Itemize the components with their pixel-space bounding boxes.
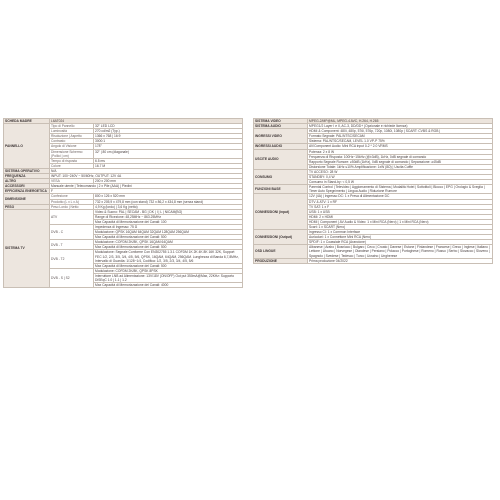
spec-value: Ingresso CI: 1 x Common Interface [308,230,493,235]
spec-value: Frequenza di Risposta: 100Hz~15kHz (@±3dB), 1kHz, 0dB segnale di comando [308,154,493,159]
spec-value: TV SAT: 1 x F [308,204,493,209]
spec-value: Parental Control | Televideo | Aggiornamento di Sistema | Modalità Hotel | Sottotitoli | Blocco | EPG | Orologio & Sveglia | Timer Auto Spegnimento | Lingua Audio | Riduzione Rumore [308,185,493,194]
spec-value: 32" LED LCD [94,124,243,129]
section-label: PRODUZIONE [254,258,308,263]
spec-value: Manuale utente | Telecomando | 2 x Pile (AAA) | Piedini [50,184,243,189]
spec-value: Interruttore LNB ad Alimentazione: 13V/18V (ON/OFF) Out put 350mA@Max, 22KHz: Supporto DiSEqC 1.0 | 1.1 | 1.2 [94,273,243,282]
subsection-label: ATV [50,209,94,224]
spec-label: Confezione [50,194,94,199]
spec-label: Tempo di risposta [50,158,94,163]
spec-value: HDMI | Component | AV Audio & Video: 1 x Mini RCA (Nero) | 1 x Mini RCA (Nero) [308,219,493,224]
spec-label: Tipo di Pannello [50,124,94,129]
spec-value: Max Capacità di Memorizzazione dei Canali: 500 [94,235,243,240]
spec-value: Modulazione: QPSK 16QAM 64QAM 32QAM 128QAM 256QAM [94,230,243,235]
section-label: SCHEDA MADRE [4,119,50,124]
section-label: INGRESSI VIDEO [254,129,308,144]
spec-value: Range di Ricezione: 48,25MHz ~ 863.25MHz [94,214,243,219]
section-label: CONNESSIONI (Output) [254,230,308,245]
spec-label: Contrasto [50,139,94,144]
spec-value: 1366 x 768 | 16:9 [94,134,243,139]
subsection-label: DVB - T2 [50,250,94,268]
spec-value: 6.5 ms [94,158,243,163]
spec-value: 270 cd/m2 (Typ.) [94,129,243,134]
spec-value: Max Capacità di Memorizzazione dei Canali: 500 [94,245,243,250]
spec-value: Max Capacità di Memorizzazione dei Canali: 4000 [94,283,243,288]
spec-value: SPDIF: 1 x Coassiale RCA (Arancione) [308,240,493,245]
spec-value: MPEG1/2 Layer I e II, AC-3, DD/DD+ (Opzionale e richiede licenza) [308,124,493,129]
subsection-label: DVB - T [50,240,94,250]
spec-value: Formato Segnale: PAL/NTSC/SECAM [308,134,493,139]
spec-value: STANDBY: 0,4 W [308,175,493,180]
spec-value: MPEG-2/MP@ML, MPEG-4 AVC, H.264, H.265 [308,119,493,124]
spec-value: 178° [94,144,243,149]
spec-label: VESA [50,179,94,184]
spec-value: N/A [50,168,243,173]
spec-value: F [50,189,243,194]
section-label: ALTRO [4,179,50,184]
spec-label: Risoluzione | Aspetto [50,134,94,139]
spec-value: 732 x 205,9 x 479,8 mm (con stand) 732 x 86,2 x 434,8 mm (senza stand) [94,199,243,204]
section-label: USCITE AUDIO [254,149,308,169]
section-label: SISTEMA AUDIO [254,124,308,129]
spec-value: L6AT024 [50,119,243,124]
spec-value: Max Capacità di Memorizzazione dei Canali: 500 [94,263,243,268]
spec-row [254,258,493,263]
spec-value: Consumo in Stand-by: < 0,5 W [308,180,493,185]
spec-value: Distorsione Totale: 1kHz ≤10% Amplificazione: 1xW (8Ω) | Uscita Cuffie [308,164,493,169]
subsection-label: DVB - C [50,224,94,239]
spec-value: HDMI & Component: 480i, 480p, 576i, 576p, 720p, 1080i, 1080p | SCART: CVBS & RGB | [308,129,493,134]
spec-label: Prodotto (L x L x A) [50,199,94,204]
spec-value: 16.7 M [94,163,243,168]
spec-value: TV ACCESO: 28 W [308,169,493,174]
section-label: FUNZIONI BASE [254,185,308,194]
spec-label: Angolo di Visione [50,144,94,149]
spec-label: Colore [50,163,94,168]
spec-value: Sistema: PAL/NTSC/SECAM, LEVEL 1.0 VP-P 75% [308,139,493,144]
section-label: EFFICIENZA ENERGETICA [4,189,50,194]
subsection-label: DVB - S | S2 [50,268,94,287]
spec-value: AV/Component Audio: Mini RCA input 0-2 * 2.0 VRMS [308,144,493,149]
section-label: DIMENSIONE [4,194,50,204]
spec-value: Potenza: 2 x 8 W [308,149,493,154]
spec-value: Impedenza di Ingresso: 75 Ω [94,224,243,229]
spec-label: Dimensione Schermo (Pollici | cm) [50,149,94,158]
section-label: OSD LINGUE [254,245,308,258]
section-label: PANNELLO [4,124,50,169]
spec-value: Max Capacità di Memorizzazione dei Canali: 100 [94,219,243,224]
spec-value: Rapporto Segnale Rumore: ≥50dB (1kHz), 0dB segnale di comando | Separazione: ≥45dB [308,159,493,164]
spec-value: HDMI: 2 x HDMI [308,214,493,219]
spec-value: 200 x 200 mm [94,179,243,184]
section-label: FREQUENZA [4,174,50,179]
section-label: PESO [4,204,50,209]
section-label: INGRESSI AUDIO [254,144,308,149]
spec-row [254,185,493,194]
section-label: ACCESSORI [4,184,50,189]
spec-value: Prima produzione 04/2022 [308,258,493,263]
spec-value: 12V (4A) | Ingresso DC: 1 x Presa di Alimentazione DC [308,194,493,199]
spec-label: Luminosità [50,129,94,134]
spec-value: Scart: 1 x SCART (Nero) [308,224,493,229]
spec-value: DTV & ATV: 1 x RF [308,199,493,204]
spec-value: Modulazione: COFDM 2K/8K, QPSK 16QAM 64QAM [94,240,243,245]
spec-value: 3000:1 [94,139,243,144]
section-label: SISTEMA TV [4,209,50,288]
section-label: SISTEMA VIDEO [254,119,308,124]
spec-value: Video & Suono: PAL | SECAM - BG | DK | I | L | NICAM(BG) [94,209,243,214]
spec-value: 800 x 126 x 520 mm [94,194,243,199]
section-label: SISTEMA OPERATIVO [4,168,50,173]
spec-row [254,245,493,258]
section-label: CONNESSIONI (input) [254,194,308,230]
spec-value: USB: 1 x USB [308,209,493,214]
spec-value: Auricolari: 1 x Connettore Mini RCA (Nero) [308,235,493,240]
spec-value: Modulazione: COFDM 2K/8K, QPSK 8PSK [94,268,243,273]
spec-table-right [253,118,493,264]
section-label: CONSUMO [254,169,308,184]
spec-table-left [3,118,243,288]
spec-value: INPUT: 100~240V ~ 50/60Hz, OUTPUT: 12V 4A [50,174,243,179]
spec-value: 4,9 Kg (lordo) | 3,6 Kg (netto) [94,204,243,209]
spec-value: 32" | 80 cm (diagonale) [94,149,243,158]
spec-value: Albanese | Arabo | Bosniaco | Bulgaro | Ceco | Croato | Danese | Estone | Finlandese | Francese | Greco | Inglese | Italiano | Lettone | Lituano | Norvegese | Olandese | Persiano | Polacco | Portoghese | Romeno | Russo | Serbo | Slovacco | Sloveno | Spagnolo | Svedese | Tedesco | Turco | Ucraino | Ungherese [308,245,493,258]
spec-label: Peso Lordo | Netto [50,204,94,209]
spec-value: Modulazione: Segnale Conforme Con EN302755 1.3.1 COFDM 1K 2K 4K 8K 16K 32K, Support FEC 1/2, 2/3, 3/5, 3/4, 4/5, 5/6, QPSK, 16QAM, 64QAM, 256QAM. Lunghezza di Banda 6,7,8MHz, Intervallo di Guardia: 1/128~1/4, Codifica: 1/2, 3/5, 2/3, 3/4, 4/5, 5/6 [94,250,243,263]
